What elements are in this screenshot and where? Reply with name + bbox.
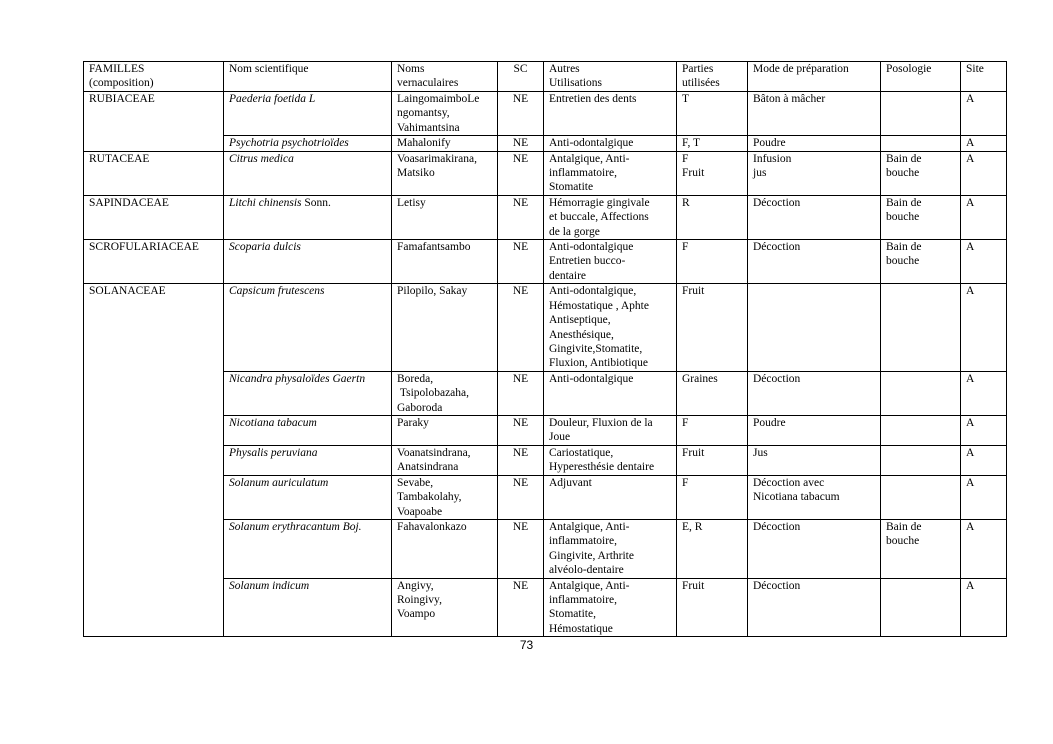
cell-line: Anesthésique, [549,328,614,341]
preparation-mode [748,445,881,475]
scientific-name: Litchi chinensis Sonn. [224,195,392,239]
page-number: 73 [519,638,534,652]
table-row [84,284,1007,371]
posology [881,284,961,371]
parts-used [677,415,748,445]
sc-value: NE [498,415,544,445]
site-value: A [961,240,1007,284]
cell-line: Décoction [753,196,801,209]
table-row [84,195,1007,239]
parts-used [677,92,748,136]
vernacular-names [392,415,498,445]
cell-line: Voapoabe [397,505,443,518]
cell-line: Fruit [682,579,705,592]
parts-used [677,240,748,284]
cell-line: Gaboroda [397,401,443,414]
cell-line: Antiseptique, [549,314,611,327]
family-cell: SAPINDACEAE [84,195,224,239]
cell-line: Poudre [753,416,786,429]
cell-line: Mahalonify [397,137,451,150]
other-uses [544,240,677,284]
scientific-name: Capsicum frutescens [224,284,392,371]
sc-value: NE [498,371,544,415]
cell-line: Graines [682,372,718,385]
cell-line: Entretien bucco- [549,255,626,268]
scientific-name: Nicandra physaloïdes Gaertn [224,371,392,415]
cell-line: ngomantsy, [397,107,450,120]
sc-value: NE [498,195,544,239]
preparation-mode [748,415,881,445]
cell-line: Décoction [753,372,801,385]
cell-line: Anti-odontalgique, [549,285,637,298]
sc-value: NE [498,578,544,637]
cell-line: Stomatite [549,181,594,194]
parts-used [677,371,748,415]
site-value: A [961,284,1007,371]
cell-line: T [682,93,690,105]
parts-used [677,475,748,519]
cell-line: Bain de [886,520,922,533]
site-value: A [961,519,1007,578]
site-value: A [961,195,1007,239]
cell-line: LaingomaimboLe [397,93,480,105]
posology [881,519,961,578]
cell-line: F, T [682,137,701,150]
cell-line: Fruit [682,167,705,180]
sc-value: NE [498,445,544,475]
other-uses [544,195,677,239]
cell-line: bouche [886,535,920,548]
cell-line: alvéolo-dentaire [549,564,624,577]
scientific-name: Paederia foetida L [224,92,392,136]
cell-line: Hémostatique , Aphte [549,299,649,312]
cell-line: Adjuvant [549,476,592,489]
cell-line: Bain de [886,152,922,165]
cell-line: Stomatite, [549,608,596,621]
cell-line: inflammatoire, [549,167,618,180]
parts-used [677,519,748,578]
cell-line: Bain de [886,196,922,209]
vernacular-names [392,519,498,578]
preparation-mode [748,371,881,415]
cell-line: R [682,196,690,209]
cell-line: Poudre [753,137,786,150]
cell-line: Cariostatique, [549,446,614,459]
sc-value: NE [498,284,544,371]
scientific-name: Nicotiana tabacum [224,415,392,445]
cell-line: Joue [549,431,571,444]
scientific-name: Solanum erythracantum Boj. [224,519,392,578]
cell-line: Bâton à mâcher [753,93,826,105]
cell-line: Boreda, [397,372,434,385]
scientific-name: Solanum indicum [224,578,392,637]
table-row [84,92,1007,136]
site-value: A [961,578,1007,637]
other-uses [544,371,677,415]
scientific-name: Citrus medica [224,151,392,195]
vernacular-names [392,195,498,239]
cell-line: F [682,241,689,254]
other-uses [544,284,677,371]
cell-line: Anti-odontalgique [549,372,634,385]
cell-line: Antalgique, Anti- [549,152,630,165]
family-cell: RUBIACEAE [84,92,224,152]
site-value: A [961,151,1007,195]
cell-line: Roingivy, [397,594,442,606]
parts-used [677,136,748,151]
cell-line: Décoction avec [753,476,825,489]
vernacular-names [392,475,498,519]
sc-value: NE [498,92,544,136]
parts-used [677,151,748,195]
cell-line: Antalgique, Anti- [549,520,630,533]
preparation-mode [748,151,881,195]
header-posologie: Posologie [881,62,961,92]
family-cell: SCROFULARIACEAE [84,240,224,284]
cell-line: Letisy [397,196,426,209]
other-uses [544,519,677,578]
vernacular-names [392,371,498,415]
cell-line: Antalgique, Anti- [549,579,630,592]
parts-used [677,195,748,239]
cell-line: Anatsindrana [397,461,459,474]
posology [881,578,961,637]
cell-line: Nicotiana tabacum [753,491,840,504]
cell-line: Anti-odontalgique [549,137,634,150]
site-value: A [961,371,1007,415]
cell-line: Gingivite,Stomatite, [549,342,643,355]
family-cell: SOLANACEAE [84,284,224,637]
posology [881,371,961,415]
plants-table [83,61,1007,637]
vernacular-names [392,445,498,475]
other-uses [544,151,677,195]
cell-line: Fruit [682,446,705,459]
cell-line: Hyperesthésie dentaire [549,461,655,474]
posology [881,240,961,284]
cell-line: Voanatsindrana, [397,446,471,459]
header-mode-preparation: Mode de préparation [748,62,881,92]
cell-line: Voasarimakirana, [397,152,477,165]
cell-line: Jus [753,446,768,459]
posology [881,151,961,195]
cell-line: Douleur, Fluxion de la [549,416,653,429]
header-noms-vernaculaires: Noms vernaculaires [392,62,498,92]
cell-line: Matsiko [397,167,435,180]
cell-line: Fruit [682,285,705,298]
cell-line: bouche [886,255,920,268]
cell-line: Famafantsambo [397,241,471,254]
other-uses [544,475,677,519]
cell-line: Anti-odontalgique [549,241,634,254]
cell-line: Gingivite, Arthrite [549,549,634,562]
cell-line: Sevabe, [397,476,434,489]
table-row [84,240,1007,284]
cell-line: jus [753,167,767,180]
family-cell: RUTACEAE [84,151,224,195]
cell-line: inflammatoire, [549,594,618,606]
preparation-mode [748,195,881,239]
vernacular-names [392,240,498,284]
cell-line: inflammatoire, [549,535,618,548]
cell-line: F [682,416,689,429]
scientific-name: Physalis peruviana [224,445,392,475]
cell-line: Hémostatique [549,622,613,635]
cell-line: Bain de [886,241,922,254]
other-uses [544,415,677,445]
cell-line: Décoction [753,241,801,254]
cell-line: Tambakolahy, [397,491,462,504]
scientific-name: Solanum auriculatum [224,475,392,519]
scientific-name: Psychotria psychotrioïdes [224,136,392,151]
preparation-mode [748,519,881,578]
other-uses [544,92,677,136]
cell-line: Fluxion, Antibiotique [549,357,649,370]
vernacular-names [392,578,498,637]
cell-line: Décoction [753,520,801,533]
cell-line: F [682,476,689,489]
header-familles: FAMILLES (composition) [84,62,224,92]
sc-value: NE [498,240,544,284]
cell-line: Hémorragie gingivale [549,196,650,209]
other-uses [544,136,677,151]
cell-line: Fahavalonkazo [397,520,467,533]
table-header-row [84,62,1007,92]
vernacular-names [392,92,498,136]
posology [881,195,961,239]
preparation-mode [748,475,881,519]
posology [881,445,961,475]
cell-line: de la gorge [549,225,600,238]
cell-line: bouche [886,167,920,180]
posology [881,415,961,445]
header-sc: SC [498,62,544,92]
parts-used [677,578,748,637]
sc-value: NE [498,519,544,578]
preparation-mode [748,92,881,136]
cell-line: dentaire [549,269,587,282]
sc-value: NE [498,136,544,151]
posology [881,136,961,151]
cell-line: Vahimantsina [397,121,460,134]
cell-line: Entretien des dents [549,93,637,105]
preparation-mode [748,240,881,284]
cell-line: F [682,152,689,165]
cell-line: Décoction [753,579,801,592]
cell-line: Infusion [753,152,792,165]
posology [881,475,961,519]
header-site: Site [961,62,1007,92]
header-nom-scientifique: Nom scientifique [224,62,392,92]
preparation-mode [748,136,881,151]
table-row [84,151,1007,195]
site-value: A [961,136,1007,151]
cell-line: et buccale, Affections [549,211,649,224]
cell-line: Angivy, [397,579,434,592]
cell-line: Pilopilo, Sakay [397,285,468,298]
header-parties-utilisees: Parties utilisées [677,62,748,92]
parts-used [677,445,748,475]
preparation-mode [748,578,881,637]
other-uses [544,578,677,637]
sc-value: NE [498,151,544,195]
vernacular-names [392,151,498,195]
site-value: A [961,415,1007,445]
other-uses [544,445,677,475]
cell-line: Tsipolobazaha, [397,387,470,400]
parts-used [677,284,748,371]
site-value: A [961,445,1007,475]
preparation-mode [748,284,881,371]
cell-line: Paraky [397,416,429,429]
scientific-name: Scoparia dulcis [224,240,392,284]
header-autres-utilisations: Autres Utilisations [544,62,677,92]
sc-value: NE [498,475,544,519]
vernacular-names [392,136,498,151]
cell-line: E, R [682,520,703,533]
cell-line: bouche [886,211,920,224]
site-value: A [961,475,1007,519]
cell-line: Voampo [397,608,436,621]
site-value: A [961,92,1007,136]
vernacular-names [392,284,498,371]
posology [881,92,961,136]
